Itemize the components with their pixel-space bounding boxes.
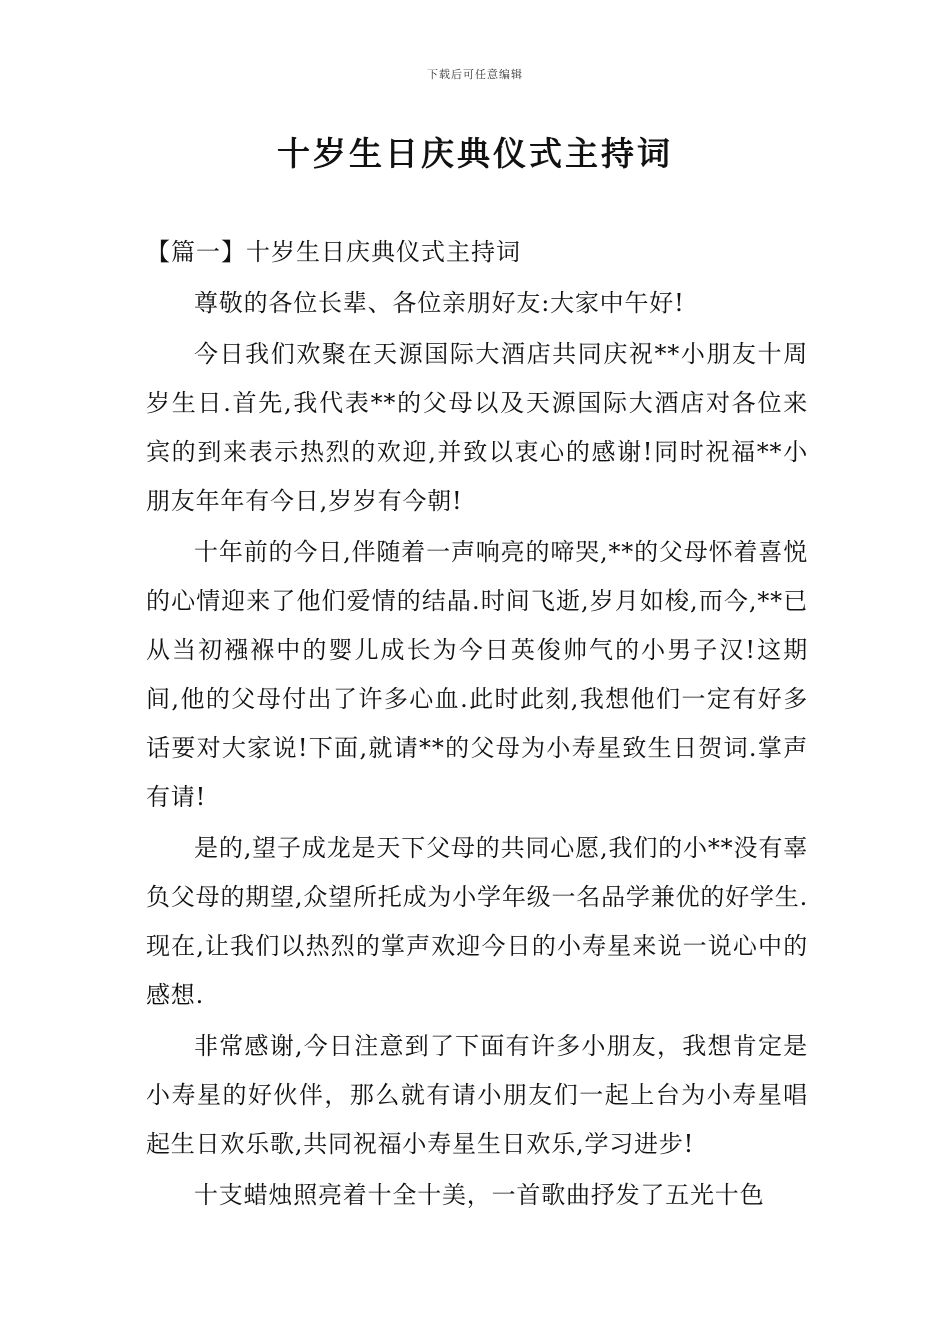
page-title: 十岁生日庆典仪式主持词 [277, 134, 673, 173]
paragraph-candles: 十支蜡烛照亮着十全十美，一首歌曲抒发了五光十色 [194, 1181, 765, 1209]
header-note: 下载后可任意编辑 [427, 68, 523, 81]
paragraph-welcome: 今日我们欢聚在天源国际大酒店共同庆祝**小朋友十周岁生日.首先,我代表**的父母以及天源国际大酒店对各位来宾的到来表示热烈的欢迎,并致以衷心的感谢!同时祝福**小朋友年年有今日,岁岁有今朝! [146, 340, 808, 515]
paragraph-song: 非常感谢,今日注意到了下面有许多小朋友，我想肯定是小寿星的好伙伴，那么就有请小朋友们一起上台为小寿星唱起生日欢乐歌,共同祝福小寿星生日欢乐,学习进步! [146, 1032, 808, 1158]
section-heading: 【篇一】十岁生日庆典仪式主持词 [146, 238, 521, 266]
paragraph-greeting: 尊敬的各位长辈、各位亲朋好友:大家中午好! [194, 289, 685, 317]
document-body [146, 228, 808, 1222]
paragraph-birthday-star: 是的,望子成龙是天下父母的共同心愿,我们的小**没有辜负父母的期望,众望所托成为小学年级一名品学兼优的好学生.现在,让我们以热烈的掌声欢迎今日的小寿星来说一说心中的感想. [146, 834, 808, 1009]
paragraph-parents-intro: 十年前的今日,伴随着一声响亮的啼哭,**的父母怀着喜悦的心情迎来了他们爱情的结晶.时间飞逝,岁月如梭,而今,**已从当初襁褓中的婴儿成长为今日英俊帅气的小男子汉!这期间,他的父母付出了许多心血.此时此刻,我想他们一定有好多话要对大家说!下面,就请**的父母为小寿星致生日贺词.掌声有请! [146, 538, 808, 811]
